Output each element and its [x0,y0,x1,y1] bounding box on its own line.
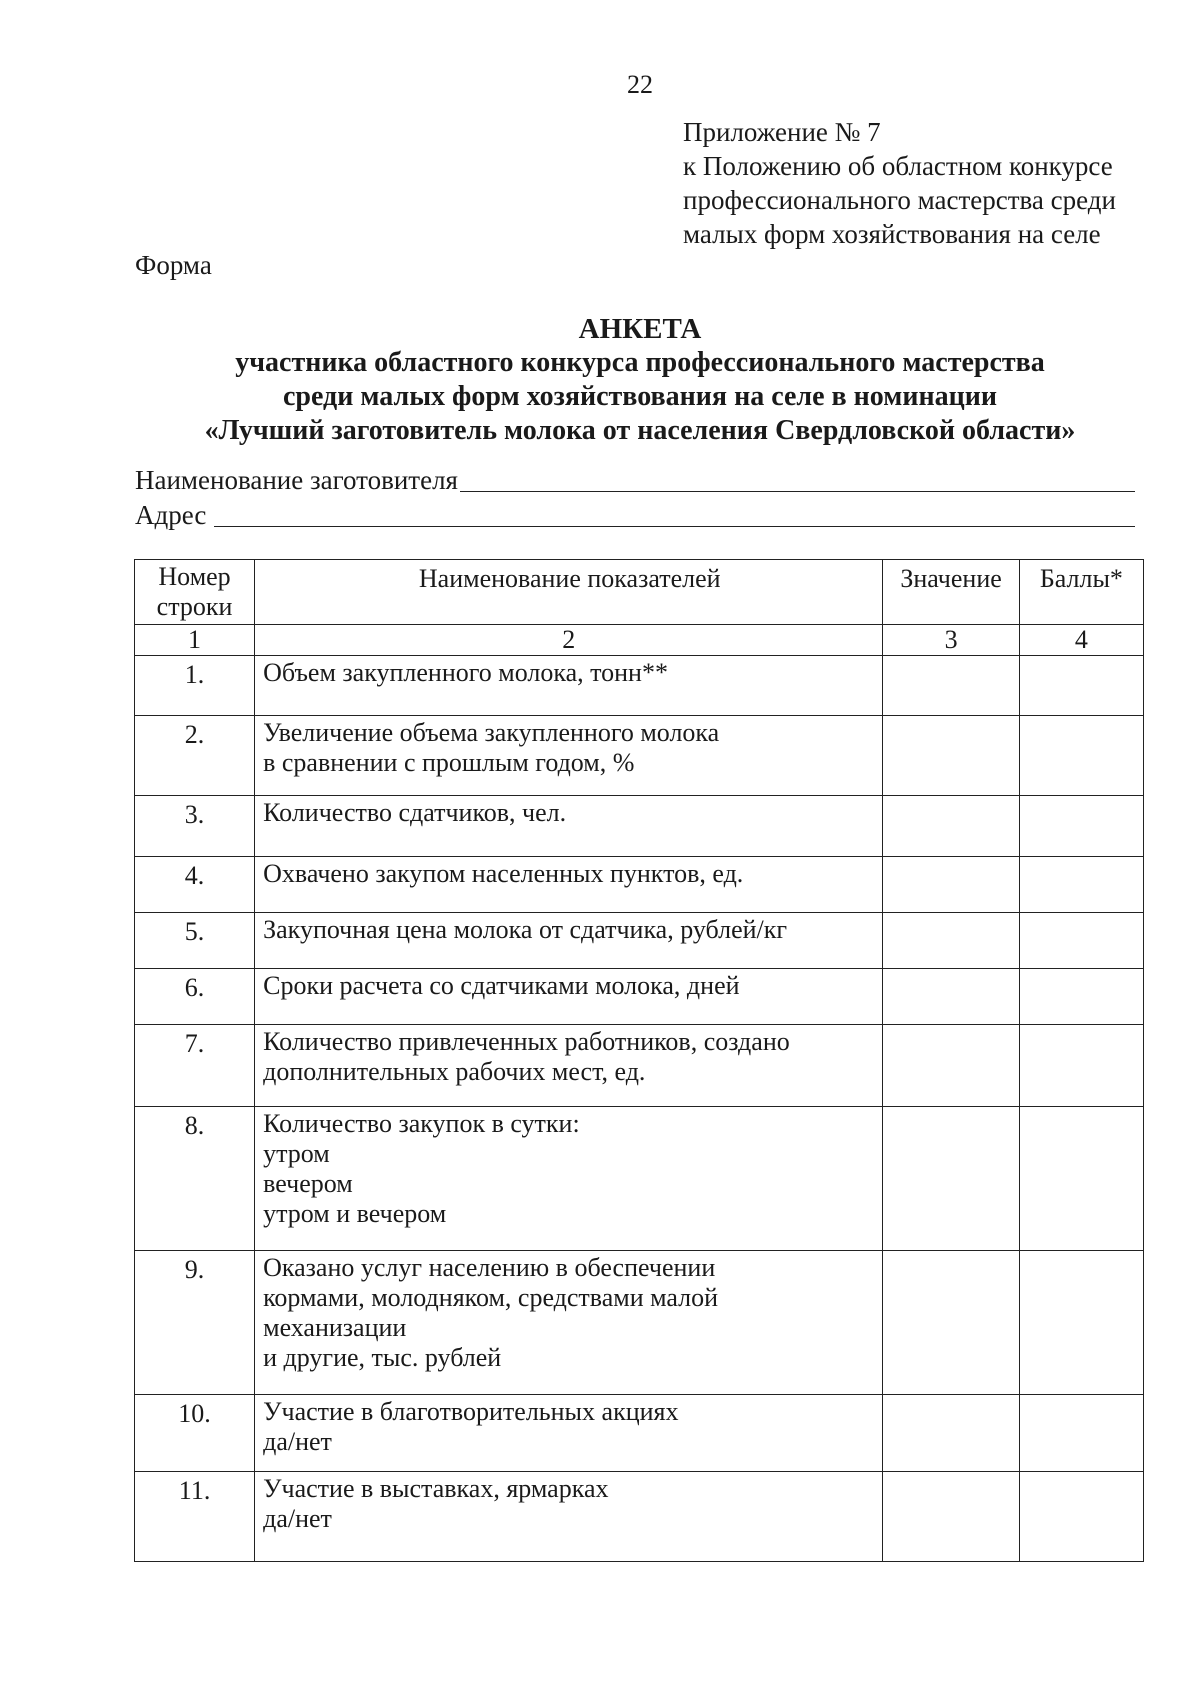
indicator-line: Охвачено закупом населенных пунктов, ед. [263,859,744,888]
value-cell[interactable] [883,1107,1019,1251]
indicator-name [255,656,883,716]
value-cell[interactable] [883,796,1019,857]
value-cell[interactable] [883,1395,1019,1472]
indicator-line: в сравнении с прошлым годом, % [263,748,635,777]
indicator-line: механизации [263,1313,407,1342]
value-cell[interactable] [883,857,1019,913]
appendix-line: Приложение № 7 [683,117,881,147]
column-index: 2 [255,625,883,656]
row-number: 2. [135,716,255,796]
appendix-line: малых форм хозяйствования на селе [683,219,1101,249]
table-row [135,716,1144,796]
score-cell[interactable] [1019,913,1143,969]
row-number: 11. [135,1472,255,1562]
header-row-number: Номер строки [135,560,255,625]
indicator-line: да/нет [263,1427,332,1456]
score-cell[interactable] [1019,796,1143,857]
title-main: АНКЕТА [578,313,702,345]
supplier-name-field [135,463,1135,498]
address-label: Адрес [135,500,207,530]
indicator-line: Оказано услуг населению в обеспечении [263,1253,716,1282]
value-cell[interactable] [883,716,1019,796]
value-cell[interactable] [883,656,1019,716]
header-indicator-name: Наименование показателей [255,560,883,625]
table-row [135,969,1144,1025]
indicator-line: Сроки расчета со сдатчиками молока, дней [263,971,740,1000]
appendix-line: профессионального мастерства среди [683,185,1116,215]
column-index: 3 [883,625,1019,656]
appendix-line: к Положению об областном конкурсе [683,151,1113,181]
indicator-line: да/нет [263,1504,332,1533]
indicator-line: Количество закупок в сутки: [263,1109,580,1138]
value-cell[interactable] [883,1472,1019,1562]
score-cell[interactable] [1019,1472,1143,1562]
row-number: 10. [135,1395,255,1472]
value-cell[interactable] [883,1251,1019,1395]
appendix-reference [683,115,1116,251]
form-label: Форма [135,250,212,280]
title-line: среди малых форм хозяйствования на селе в номинации [283,381,997,412]
indicator-name [255,857,883,913]
address-blank[interactable] [214,500,1135,527]
table-row [135,913,1144,969]
row-number: 8. [135,1107,255,1251]
indicator-line: Количество привлеченных работников, создано [263,1027,790,1056]
survey-rows [135,656,1144,1562]
header-score: Баллы* [1019,560,1143,625]
table-row [135,1395,1144,1472]
score-cell[interactable] [1019,969,1143,1025]
title-line: «Лучший заготовитель молока от населения Свердловской области» [204,415,1076,446]
row-number: 6. [135,969,255,1025]
indicator-name [255,1251,883,1395]
row-number: 9. [135,1251,255,1395]
indicator-name [255,969,883,1025]
indicator-name [255,913,883,969]
title-line: участника областного конкурса профессионального мастерства [235,347,1045,378]
indicator-name [255,796,883,857]
column-index: 4 [1019,625,1143,656]
survey-table [134,559,1144,1562]
score-cell[interactable] [1019,716,1143,796]
indicator-line: Объем закупленного молока, тонн** [263,658,668,687]
indicator-line: Участие в выставках, ярмарках [263,1474,609,1503]
table-row [135,1107,1144,1251]
score-cell[interactable] [1019,857,1143,913]
header-value: Значение [883,560,1019,625]
table-row [135,1251,1144,1395]
supplier-name-label: Наименование заготовителя [135,465,458,495]
score-cell[interactable] [1019,1395,1143,1472]
table-row [135,796,1144,857]
indicator-line: Количество сдатчиков, чел. [263,798,567,827]
value-cell[interactable] [883,1025,1019,1107]
table-row [135,656,1144,716]
indicator-name [255,1025,883,1107]
indicator-line: Участие в благотворительных акциях [263,1397,679,1426]
indicator-line: Увеличение объема закупленного молока [263,718,720,747]
row-number: 7. [135,1025,255,1107]
indicator-line: утром и вечером [263,1199,447,1228]
indicator-line: вечером [263,1169,353,1198]
column-index-row [135,625,1144,656]
table-row [135,1472,1144,1562]
value-cell[interactable] [883,969,1019,1025]
row-number: 5. [135,913,255,969]
indicator-line: кормами, молодняком, средствами малой [263,1283,719,1312]
row-number: 4. [135,857,255,913]
indicator-line: дополнительных рабочих мест, ед. [263,1057,646,1086]
column-index: 1 [135,625,255,656]
form-fields [135,463,1135,533]
indicator-name [255,1107,883,1251]
page-number: 22 [627,70,653,99]
indicator-line: и другие, тыс. рублей [263,1343,502,1372]
row-number: 1. [135,656,255,716]
indicator-line: утром [263,1139,330,1168]
indicator-name [255,1472,883,1562]
document-title [135,312,1145,448]
indicator-name [255,1395,883,1472]
score-cell[interactable] [1019,1251,1143,1395]
row-number: 3. [135,796,255,857]
indicator-line: Закупочная цена молока от сдатчика, рублей/кг [263,915,788,944]
score-cell[interactable] [1019,1107,1143,1251]
value-cell[interactable] [883,913,1019,969]
table-header-row [135,560,1144,625]
address-field [135,498,1135,533]
score-cell[interactable] [1019,1025,1143,1107]
indicator-name [255,716,883,796]
table-row [135,1025,1144,1107]
score-cell[interactable] [1019,656,1143,716]
table-row [135,857,1144,913]
supplier-name-blank[interactable] [460,465,1135,492]
